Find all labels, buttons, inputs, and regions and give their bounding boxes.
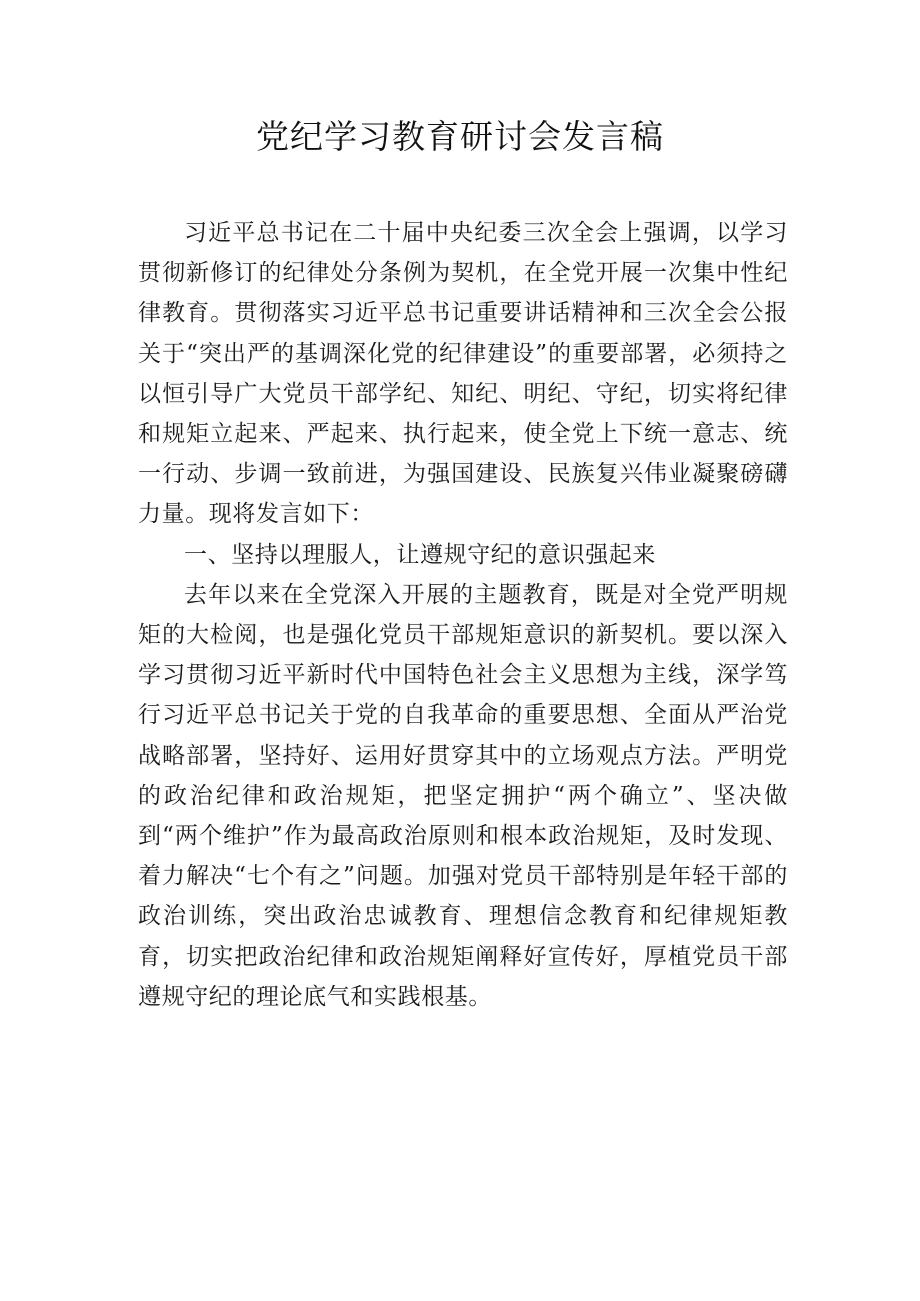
section-paragraph: 去年以来在全党深入开展的主题教育，既是对全党严明规矩的大检阅，也是强化党员干部规矩意识的新契机。要以深入学习贯彻习近平新时代中国特色社会主义思想为主线，深学笃行习近平总书记关于党的自我革命的重要思想、全面从严治党战略部署，坚持好、运用好贯穿其中的立场观点方法。严明党的政治纪律和政治规矩，把坚定拥护“两个确立”、坚决做到“两个维护”作为最高政治原则和根本政治规矩，及时发现、着力解决“七个有之”问题。加强对党员干部特别是年轻干部的政治训练，突出政治忠诚教育、理想信念教育和纪律规矩教育，切实把政治纪律和政治规矩阐释好宣传好，厚植党员干部遵规守纪的理论底气和实践根基。 <box>138 581 788 1010</box>
intro-paragraph: 习近平总书记在二十届中央纪委三次全会上强调，以学习贯彻新修订的纪律处分条例为契机，在全党开展一次集中性纪律教育。贯彻落实习近平总书记重要讲话精神和三次全会公报关于“突出严的基调深化党的纪律建设”的重要部署，必须持之以恒引导广大党员干部学纪、知纪、明纪、守纪，切实将纪律和规矩立起来、严起来、执行起来，使全党上下统一意志、统一行动、步调一致前进，为强国建设、民族复兴伟业凝聚磅礴力量。现将发言如下： <box>138 220 788 528</box>
document-title: 党纪学习教育研讨会发言稿 <box>256 117 664 156</box>
document-body <box>138 213 788 1017</box>
section-heading: 一、坚持以理服人，让遵规守纪的意识强起来 <box>184 541 656 568</box>
